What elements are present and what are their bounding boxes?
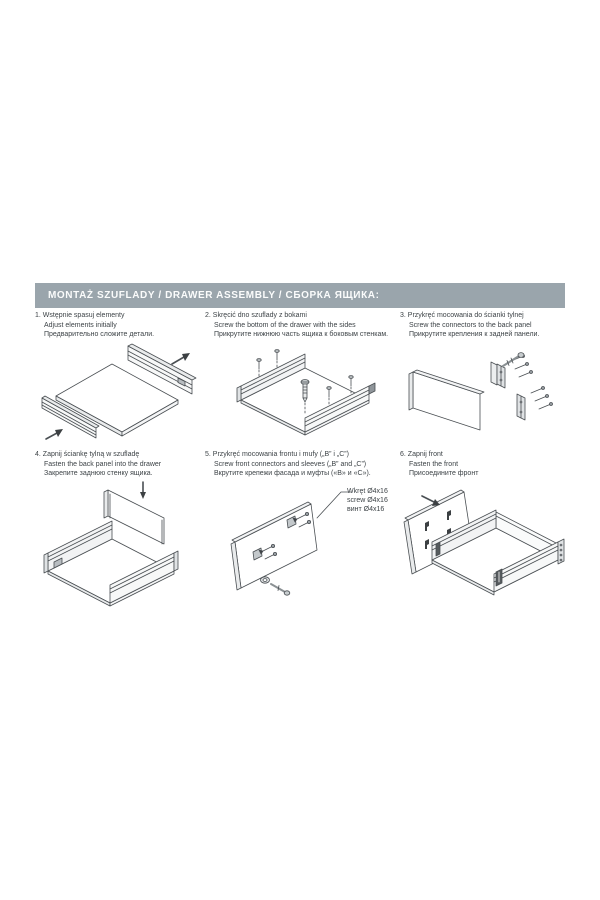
step-3-line-en: Screw the connectors to the back panel <box>409 321 532 329</box>
step-5-line-ru: Вкрутите крепежи фасада и муфты («В» и «С»). <box>214 470 371 477</box>
step-6-line-pl: 6. Zapnij front <box>400 451 443 458</box>
step-5-text <box>205 450 400 479</box>
insert-arrow-icon <box>422 496 440 506</box>
section-title: MONTAŻ SZUFLADY / DRAWER ASSEMBLY / СБОРКА ЯЩИКА: <box>48 290 380 301</box>
step-5-line-pl: 5. Przykręć mocowania frontu i mufy („B” i „C”) <box>205 451 349 458</box>
sleeve-icon <box>261 577 290 595</box>
screw-annotation-ru: винт Ø4x16 <box>347 506 385 513</box>
step-5-illustration <box>213 486 393 614</box>
step-4-line-en: Fasten the back panel into the drawer <box>44 460 162 468</box>
step-2-line-ru: Прикрутите нижнюю часть ящика к боковым стенкам. <box>214 331 389 338</box>
step-3-line-pl: 3. Przykręć mocowania do ścianki tylnej <box>400 312 524 319</box>
step-1-illustration <box>40 342 200 442</box>
step-1-text <box>35 311 200 340</box>
step-2-line-pl: 2. Skręcić dno szuflady z bokami <box>205 312 307 319</box>
step-2-text <box>205 311 400 340</box>
step-4-line-ru: Закрепите заднюю стенку ящика. <box>44 470 153 477</box>
step-6-illustration <box>400 482 578 617</box>
step-1-line-ru: Предварительно сложите детали. <box>44 331 155 338</box>
euro-screw-icon <box>503 353 524 366</box>
step-5-line-en: Screw front connectors and sleeves („B” and „C”) <box>214 460 367 468</box>
annotation-leader-line <box>317 492 351 518</box>
step-6-line-en: Fasten the front <box>409 460 459 468</box>
step-2-line-en: Screw the bottom of the drawer with the sides <box>214 321 356 329</box>
step-3-line-ru: Прикрутите крепления к задней панели. <box>409 331 540 338</box>
insert-arrow-icon <box>140 482 146 499</box>
step-2-illustration <box>213 342 388 442</box>
screw-annotation-en: screw Ø4x16 <box>347 497 388 504</box>
step-4-line-pl: 4. Zapnij ściankę tylną w szufladę <box>35 451 140 458</box>
screw-annotation-pl: Wkręt Ø4x16 <box>347 488 388 495</box>
step-4-text <box>35 450 200 479</box>
section-header <box>35 283 565 308</box>
step-6-line-ru: Присоедините фронт <box>409 470 479 477</box>
step-4-illustration <box>24 482 194 617</box>
step-1-line-en: Adjust elements initially <box>44 321 117 329</box>
step-3-illustration <box>405 342 565 442</box>
step-3-text <box>400 311 570 340</box>
step-6-text <box>400 450 570 479</box>
step-1-line-pl: 1. Wstępnie spasuj elementy <box>35 312 125 319</box>
